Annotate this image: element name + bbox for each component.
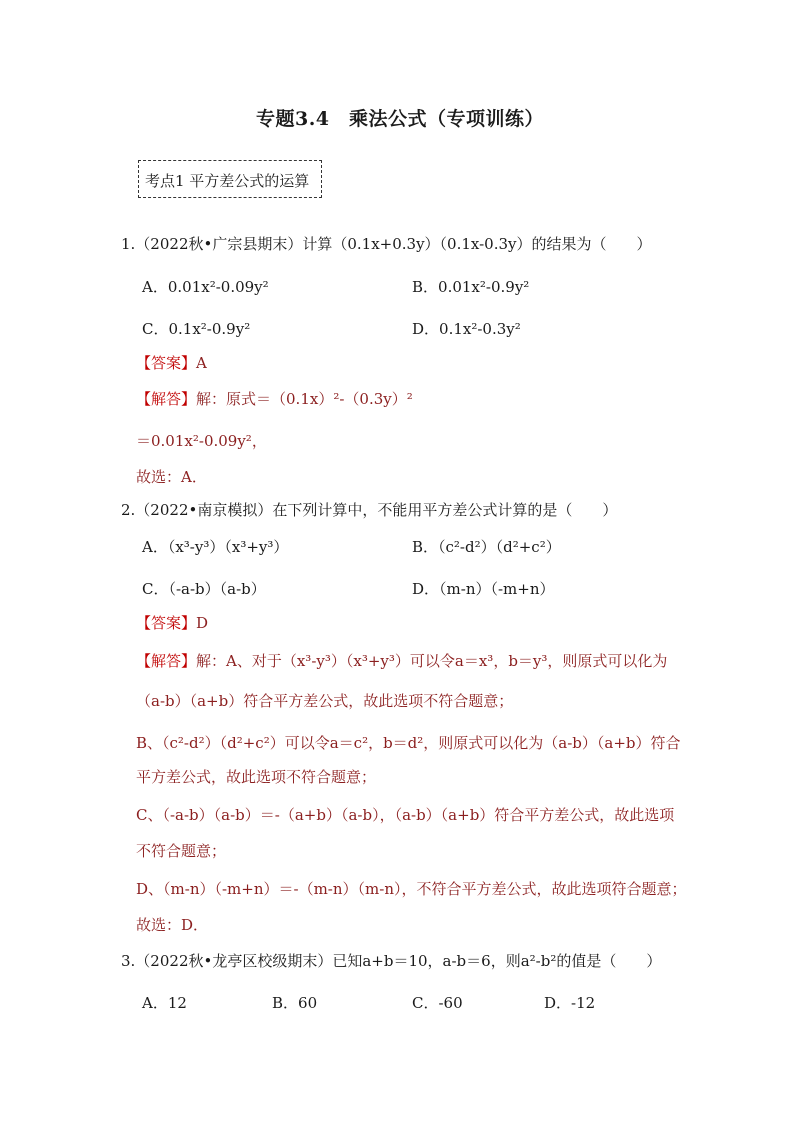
q2-solution-tag: 【解答】 bbox=[136, 652, 197, 670]
page-title: 专题3.4 乘法公式（专项训练） bbox=[255, 108, 545, 130]
q2-solution-1 bbox=[136, 650, 667, 672]
q1-option-d: D．0.1x²-0.3y² bbox=[412, 320, 521, 338]
q1-answer bbox=[136, 352, 207, 374]
kaodian-label: 考点1 平方差公式的运算 bbox=[145, 172, 310, 190]
q2-solution-3: B、（c²-d²）（d²+c²）可以令a＝c²，b＝d²，则原式可以化为（a-b）（a+b）符合 bbox=[136, 734, 681, 752]
q2-answer-tag: 【答案】 bbox=[136, 614, 197, 632]
q2-option-c: C．（-a-b）（a-b） bbox=[142, 580, 266, 598]
q2-solution-6: 不符合题意； bbox=[136, 842, 227, 860]
q1-option-a: A．0.01x²-0.09y² bbox=[142, 278, 269, 296]
q1-answer-tag: 【答案】 bbox=[136, 354, 197, 372]
q3-option-b: B．60 bbox=[272, 994, 318, 1012]
q2-answer bbox=[136, 612, 208, 634]
q1-stem: 1.（2022秋•广宗县期末）计算（0.1x+0.3y）（0.1x-0.3y）的结果为（ ） bbox=[121, 235, 652, 253]
q1-solution-text: 解：原式＝（0.1x）²-（0.3y）² bbox=[196, 390, 413, 408]
q2-solution-4: 平方差公式，故此选项不符合题意； bbox=[136, 768, 377, 786]
q3-option-a: A．12 bbox=[142, 994, 187, 1012]
q2-option-d: D．（m-n）（-m+n） bbox=[412, 580, 555, 598]
q1-solution-3: 故选：A． bbox=[136, 468, 207, 486]
q2-solution-5: C、（-a-b）（a-b）＝-（a+b）（a-b），（a-b）（a+b）符合平方差公式，故此选项 bbox=[136, 806, 675, 824]
q2-solution-text: 解：A、对于（x³-y³）（x³+y³）可以令a＝x³，b＝y³，则原式可以化为 bbox=[196, 652, 668, 670]
q2-solution-8: 故选：D． bbox=[136, 916, 209, 934]
q1-solution-tag: 【解答】 bbox=[136, 390, 197, 408]
q3-option-d: D．-12 bbox=[544, 994, 596, 1012]
q2-solution-2: （a-b）（a+b）符合平方差公式，故此选项不符合题意； bbox=[136, 692, 514, 710]
q1-solution-1 bbox=[136, 388, 413, 410]
q3-option-c: C．-60 bbox=[412, 994, 463, 1012]
q2-option-a: A．（x³-y³）（x³+y³） bbox=[142, 538, 289, 556]
q3-stem: 3.（2022秋•龙亭区校级期末）已知a+b＝10，a-b＝6，则a²-b²的值是（ ） bbox=[121, 952, 662, 970]
q2-solution-7: D、（m-n）（-m+n）＝-（m-n）（m-n），不符合平方差公式，故此选项符合题意； bbox=[136, 880, 687, 898]
q1-solution-2: ＝0.01x²-0.09y²， bbox=[136, 432, 267, 450]
q1-option-c: C．0.1x²-0.9y² bbox=[142, 320, 251, 338]
q1-option-b: B．0.01x²-0.9y² bbox=[412, 278, 530, 296]
q2-stem: 2.（2022•南京模拟）在下列计算中，不能用平方差公式计算的是（ ） bbox=[121, 501, 618, 519]
q2-answer-value: D bbox=[196, 614, 209, 632]
q1-answer-value: A bbox=[196, 354, 207, 372]
q2-option-b: B．（c²-d²）（d²+c²） bbox=[412, 538, 561, 556]
